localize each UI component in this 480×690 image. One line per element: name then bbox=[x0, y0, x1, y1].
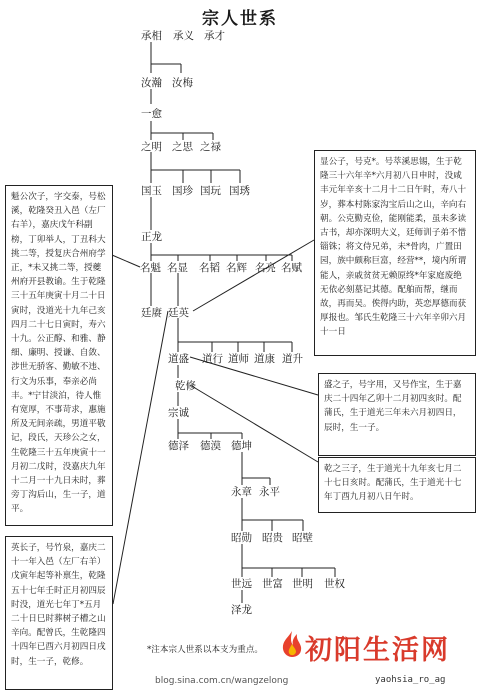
person-ru-han: 汝瀚 bbox=[141, 77, 162, 89]
person-dao-kang: 道康 bbox=[254, 353, 275, 365]
person-de-kun: 德坤 bbox=[231, 440, 252, 452]
person-ming-tao: 名韬 bbox=[199, 262, 220, 274]
page-title: 宗人世系 bbox=[202, 9, 278, 29]
person-guo-wan: 国玩 bbox=[200, 185, 221, 197]
person-guo-xiu: 国琇 bbox=[229, 185, 250, 197]
person-dao-sheng: 道盛 bbox=[168, 353, 189, 365]
person-ting-geng: 廷赓 bbox=[141, 307, 162, 319]
person-dao-shi: 道师 bbox=[228, 353, 249, 365]
person-shi-yuan: 世远 bbox=[231, 578, 252, 590]
person-shi-fu: 世富 bbox=[262, 578, 283, 590]
person-yi-yu: 一愈 bbox=[141, 108, 162, 120]
person-yong-zhang: 永章 bbox=[231, 486, 252, 498]
person-ming-kui: 名魁 bbox=[140, 262, 161, 274]
person-zhi-lu: 之禄 bbox=[200, 141, 221, 153]
person-ting-ying: 廷英 bbox=[168, 307, 189, 319]
person-guo-zhen: 国珍 bbox=[172, 185, 193, 197]
person-zhao-gui: 昭贵 bbox=[262, 532, 283, 544]
person-qian-xiu: 乾修 bbox=[175, 380, 196, 392]
person-guo-yu: 国玉 bbox=[141, 185, 162, 197]
brand-watermark: 初阳生活网 bbox=[305, 635, 450, 666]
person-de-mo: 德漠 bbox=[200, 440, 221, 452]
note-ming-kui-son: 魁公次子，字交泰，号松溪，乾隆癸丑入邑（左厂右羊），嘉庆戊午科副榜，丁卯举人，丁丑科大挑二等，授复庆合州府学正，*未又挑二等，授夔州府开县教谕。生于乾隆三十五年庚寅十月二十日寅时，没道光十九年己亥四月二十七日寅时，寿六十九。公正醇、和雅、静细、廉明、授谦、自敛、涉世无骄客、勤敏不违、行文为乐事，奉亲必尚丰。*宁甘淡泊，待人惟有宽厚，不事苛求，惠施所及无间亲疏，男道平敬记，段氏，天珍公之女，生乾隆三十五年庚寅十一月初二戊时，没嘉庆九年十二月一十九日未时，葬旁丁沟后山，生一子，道平。 bbox=[5, 185, 113, 526]
person-dao-xing: 道行 bbox=[202, 353, 223, 365]
person-dao-sheng2: 道升 bbox=[282, 353, 303, 365]
person-ming-liang: 名亮 bbox=[255, 262, 276, 274]
footnote: *注本宗人世系以本支为重点。 bbox=[147, 645, 264, 655]
person-zheng-long: 正龙 bbox=[141, 231, 162, 243]
scan-mark: yaohsia_ro_ag bbox=[375, 675, 446, 685]
note-ting-ying-son: 英长子，号竹泉，嘉庆二十一年入邑（左厂右羊）戊寅年起等补禀生，乾隆五十七年壬时正月初四辰时没，道光七年丁*五月二十日巳时葬树子槽之山辛向。配曾氏，生乾隆四十四年已酉六月初四日戌时，生一子，乾修。 bbox=[5, 536, 113, 690]
person-shi-quan: 世权 bbox=[324, 578, 345, 590]
person-cheng-cai: 承才 bbox=[204, 30, 225, 42]
person-de-ze: 德泽 bbox=[168, 440, 189, 452]
person-ming-fu: 名赋 bbox=[281, 262, 302, 274]
person-shi-ming: 世明 bbox=[292, 578, 313, 590]
person-zhi-ming: 之明 bbox=[141, 141, 162, 153]
person-ze-long: 泽龙 bbox=[231, 604, 252, 616]
note-qian-xiu-son: 乾之三子，生于道光十九年亥七月二十七日亥时。配蒲氏，生于道光十七年丁酉九月初八日午时。 bbox=[318, 457, 476, 513]
person-ming-hui: 名辉 bbox=[226, 262, 247, 274]
person-ru-mei: 汝梅 bbox=[172, 77, 193, 89]
flame-logo-icon bbox=[279, 630, 305, 658]
note-ming-xian-son: 显公子，号克*。号萃溪思锡，生于乾隆三十六年辛*六月初八日申时，没咸丰元年辛亥十二月十二日午时，寿八十岁，葬本村陈家沟宝后山之山，辛向右朝。公克勤克俭，能刚能柔，虽未多读古书，却亦深明大义，廷师训子弟不惜锱铢；将文侍兄弟，未*骨肉，广置田园，族中颇称巨富，经营**，境内所谓能人，亲戚贫贫无赖原终*年家庭废绝无依必刻墓记其德。配舶而帮，继而故，再而吴。俟得内助，英恋厚德而获厚报也。邹氏生乾隆三十六年辛卯六月十一日 bbox=[314, 150, 476, 356]
website-footer[interactable]: blog.sina.com.cn/wangzelong bbox=[155, 676, 289, 686]
person-yong-ping: 永平 bbox=[259, 486, 280, 498]
person-cheng-xiang: 承相 bbox=[141, 30, 162, 42]
note-dao-sheng-son: 盛之子，号字用，又号作宝，生于嘉庆二十四年乙卯十二月初四亥时。配蒲氏，生于道光三年未六月初四日，辰时，生一子。 bbox=[318, 373, 476, 456]
person-zhao-xun: 昭勋 bbox=[231, 532, 252, 544]
person-cheng-yi: 承义 bbox=[173, 30, 194, 42]
person-zhao-bi: 昭壁 bbox=[292, 532, 313, 544]
person-zhi-si: 之思 bbox=[172, 141, 193, 153]
person-ming-xian: 名显 bbox=[167, 262, 188, 274]
person-zong-cheng: 宗诚 bbox=[168, 407, 189, 419]
